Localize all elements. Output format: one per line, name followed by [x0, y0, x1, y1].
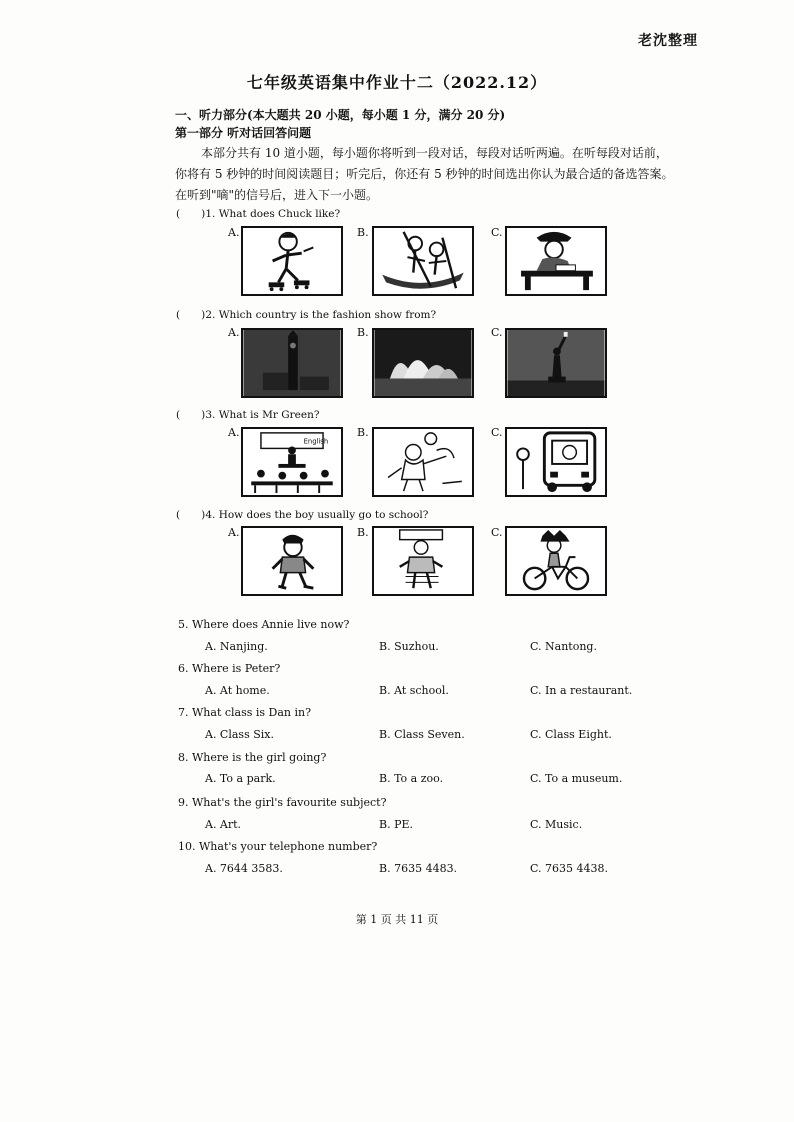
answer-option-c[interactable]: C. Class Eight.	[530, 728, 612, 741]
question-1	[176, 206, 340, 221]
board-text: English	[303, 437, 329, 446]
option-label-c: C.	[491, 326, 503, 339]
boy-on-bus-icon[interactable]	[372, 526, 474, 596]
question-7: 7. What class is Dan in?	[178, 706, 311, 719]
question-3	[176, 407, 320, 422]
option-label-c: C.	[491, 426, 503, 439]
option-label-b: B.	[357, 226, 369, 239]
question-8: 8. Where is the girl going?	[178, 751, 327, 764]
answer-option-a[interactable]: A. Class Six.	[205, 728, 274, 741]
answer-option-b[interactable]: B. Suzhou.	[379, 640, 439, 653]
canoe-rowers-icon[interactable]	[372, 226, 474, 296]
option-label-a: A.	[228, 326, 240, 339]
big-ben-photo-icon[interactable]	[241, 328, 343, 398]
answer-option-c[interactable]: C. In a restaurant.	[530, 684, 633, 697]
answer-option-c[interactable]: C. Music.	[530, 818, 583, 831]
instruction-line: 你将有 5 秒钟的时间阅读题目；听完后，你还有 5 秒钟的时间选出你认为最合适的备选答案。	[175, 167, 674, 181]
answer-blank[interactable]: ( )	[176, 409, 206, 421]
question-5: 5. Where does Annie live now?	[178, 618, 350, 631]
answer-option-a[interactable]: A. Nanjing.	[205, 640, 268, 653]
answer-option-c[interactable]: C. To a museum.	[530, 772, 623, 785]
part-heading: 第一部分 听对话回答问题	[175, 126, 312, 140]
bus-driver-icon[interactable]	[505, 427, 607, 497]
answer-option-c[interactable]: C. 7635 4438.	[530, 862, 608, 875]
option-label-c: C.	[491, 226, 503, 239]
option-label-a: A.	[228, 426, 240, 439]
statue-of-liberty-photo-icon[interactable]	[505, 328, 607, 398]
question-9: 9. What's the girl's favourite subject?	[178, 796, 387, 809]
instruction-line: 在听到"嘀"的信号后，进入下一小题。	[175, 188, 379, 202]
answer-option-c[interactable]: C. Nantong.	[530, 640, 597, 653]
section-heading: 一、听力部分(本大题共 20 小题，每小题 1 分，满分 20 分)	[175, 108, 506, 122]
answer-option-a[interactable]: A. To a park.	[205, 772, 276, 785]
answer-option-b[interactable]: B. PE.	[379, 818, 414, 831]
question-text: 4. How does the boy usually go to school?	[205, 509, 429, 521]
answer-option-a[interactable]: A. Art.	[205, 818, 242, 831]
question-6: 6. Where is Peter?	[178, 662, 281, 675]
option-label-a: A.	[228, 226, 240, 239]
option-label-c: C.	[491, 526, 503, 539]
option-label-b: B.	[357, 526, 369, 539]
answer-option-a[interactable]: A. 7644 3583.	[205, 862, 283, 875]
teacher-classroom-icon[interactable]	[241, 427, 343, 497]
instructions	[175, 143, 695, 206]
answer-option-b[interactable]: B. To a zoo.	[379, 772, 444, 785]
option-label-b: B.	[357, 326, 369, 339]
cook-icon[interactable]	[372, 427, 474, 497]
question-4	[176, 507, 428, 522]
answer-option-a[interactable]: A. At home.	[205, 684, 270, 697]
answer-option-b[interactable]: B. At school.	[379, 684, 449, 697]
answer-blank[interactable]: ( )	[176, 208, 206, 220]
answer-blank[interactable]: ( )	[176, 309, 206, 321]
page-title: 七年级英语集中作业十二（2022.12）	[246, 73, 548, 92]
answer-option-b[interactable]: B. Class Seven.	[379, 728, 465, 741]
student-at-desk-icon[interactable]	[505, 226, 607, 296]
question-text: 1. What does Chuck like?	[205, 208, 341, 220]
question-text: 3. What is Mr Green?	[205, 409, 320, 421]
option-label-a: A.	[228, 526, 240, 539]
question-2	[176, 307, 436, 322]
question-10: 10. What's your telephone number?	[178, 840, 378, 853]
answer-option-b[interactable]: B. 7635 4483.	[379, 862, 458, 875]
walking-boy-icon[interactable]	[241, 526, 343, 596]
question-text: 2. Which country is the fashion show from?	[205, 309, 437, 321]
watermark: 老沈整理	[638, 33, 698, 49]
option-label-b: B.	[357, 426, 369, 439]
inline-skater-icon[interactable]	[241, 226, 343, 296]
page-number: 第 1 页 共 11 页	[355, 913, 439, 926]
boy-on-bike-icon[interactable]	[505, 526, 607, 596]
opera-house-photo-icon[interactable]	[372, 328, 474, 398]
instruction-line: 本部分共有 10 道小题，每小题你将听到一段对话，每段对话听两遍。在听每段对话前，	[201, 146, 668, 160]
answer-blank[interactable]: ( )	[176, 509, 206, 521]
